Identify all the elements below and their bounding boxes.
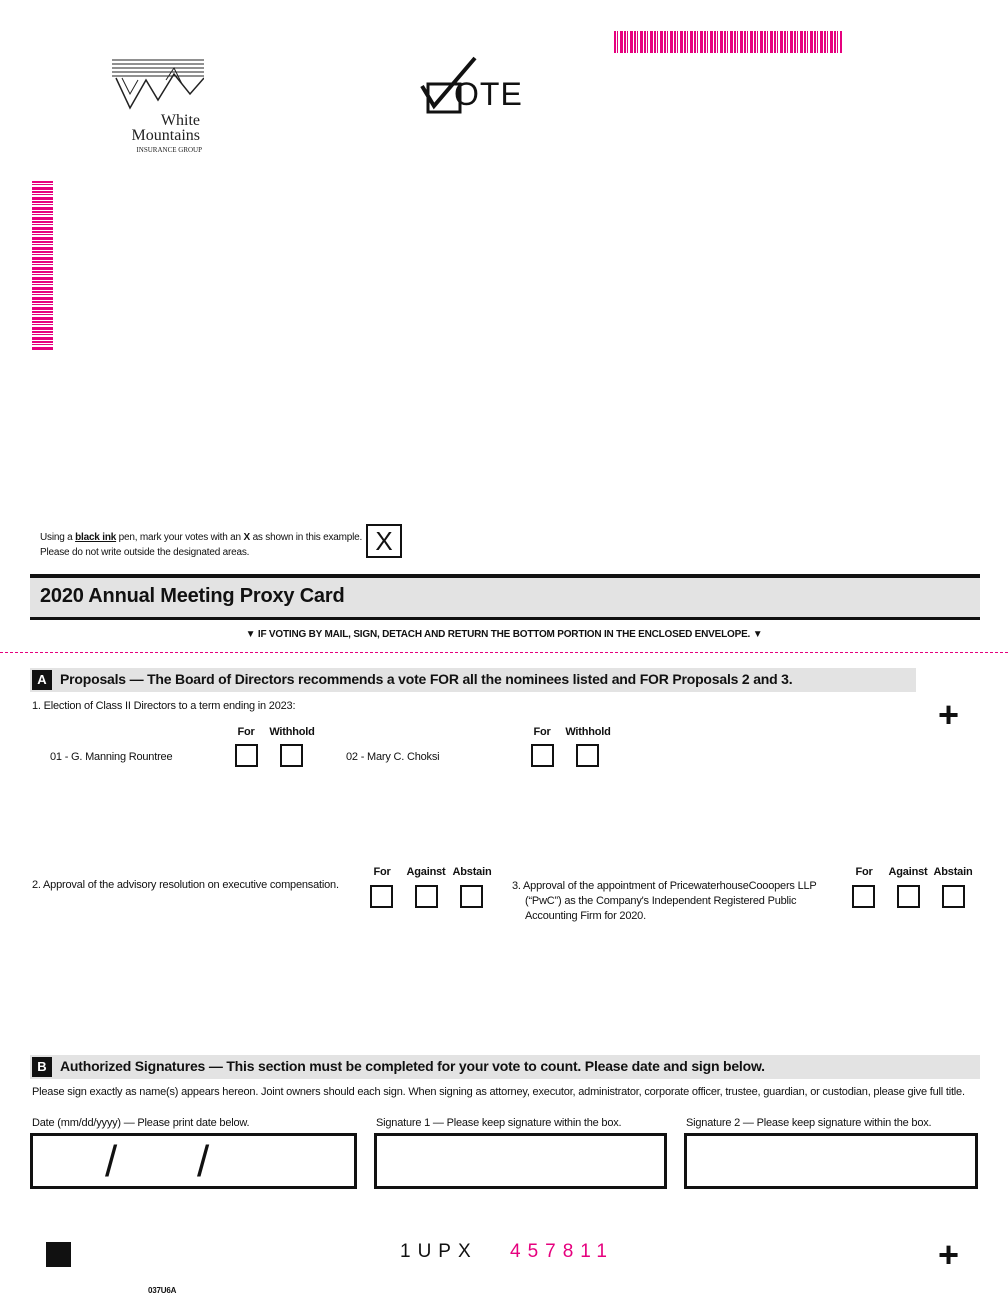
mountains-logo-icon (112, 58, 204, 114)
section-a-title: Proposals — The Board of Directors recommends a vote FOR all the nominees listed and FOR Proposals 2 and 3. (60, 671, 793, 687)
date-field[interactable] (30, 1133, 357, 1189)
nominee2-for-header: For (533, 726, 551, 738)
date-separator-1: / (105, 1137, 118, 1186)
signature1-field[interactable] (374, 1133, 667, 1189)
nominee1-name: 01 - G. Manning Rountree (50, 751, 173, 763)
nominee1-withhold-header: Withhold (269, 726, 315, 738)
barcode-top (614, 31, 842, 53)
nominee2-name: 02 - Mary C. Choksi (346, 751, 440, 763)
proposal3-for-header: For (855, 866, 873, 878)
date-separator-2: / (197, 1137, 210, 1186)
proposal2-abstain-checkbox[interactable] (460, 885, 483, 908)
logo-line1: White (160, 112, 200, 129)
marking-instructions (40, 530, 370, 560)
signature1-label: Signature 1 — Please keep signature within the box. (376, 1117, 622, 1129)
proposal2-for-checkbox[interactable] (370, 885, 393, 908)
proposal3-for-checkbox[interactable] (852, 885, 875, 908)
proposal2-against-header: Against (406, 866, 446, 878)
vote-label: OTE (454, 76, 523, 112)
signature2-label: Signature 2 — Please keep signature within the box. (686, 1117, 932, 1129)
proposal-3-line2: (“PwC”) as the Company's Independent Registered Public (525, 895, 797, 907)
example-mark-box: X (366, 524, 402, 558)
registration-plus-top: + (938, 694, 960, 735)
proposal3-abstain-header: Abstain (933, 866, 973, 878)
proposal2-abstain-header: Abstain (452, 866, 492, 878)
form-id: 037U6A (148, 1286, 177, 1295)
proposal-3-line3: Accounting Firm for 2020. (525, 910, 646, 922)
logo-line2: Mountains (131, 127, 200, 144)
footer-number: 457811 (510, 1241, 614, 1262)
proposal2-for-header: For (373, 866, 391, 878)
nominee2-for-checkbox[interactable] (531, 744, 554, 767)
triangle-down-icon: ▼ (752, 629, 763, 640)
section-b-instructions: Please sign exactly as name(s) appears hereon. Joint owners should each sign. When signing as attorney, executor, administrator, corporate officer, trustee, guardian, or custodian, please give full title. (32, 1086, 965, 1098)
registration-square (46, 1242, 71, 1267)
proposal3-against-header: Against (888, 866, 928, 878)
nominee1-for-checkbox[interactable] (235, 744, 258, 767)
instr-line2: Please do not write outside the designated areas. (40, 547, 250, 558)
nominee1-for-header: For (237, 726, 255, 738)
proposal3-against-checkbox[interactable] (897, 885, 920, 908)
instr-x: X (243, 532, 250, 543)
vote-logo (420, 56, 523, 116)
proposal-1-label: 1. Election of Class II Directors to a term ending in 2023: (32, 700, 296, 712)
logo-line3: INSURANCE GROUP (136, 146, 202, 154)
proposal2-against-checkbox[interactable] (415, 885, 438, 908)
barcode-left (32, 181, 53, 351)
section-b-title: Authorized Signatures — This section must be completed for your vote to count. Please date and sign below. (60, 1058, 765, 1074)
section-b-letter: B (32, 1057, 52, 1077)
nominee2-withhold-header: Withhold (565, 726, 611, 738)
detach-notice (0, 629, 1008, 640)
date-label: Date (mm/dd/yyyy) — Please print date below. (32, 1117, 250, 1129)
registration-plus-bottom: + (938, 1234, 960, 1275)
proposal-2-label: 2. Approval of the advisory resolution on executive compensation. (32, 879, 339, 891)
proposal3-abstain-checkbox[interactable] (942, 885, 965, 908)
proposal-3-label (512, 879, 842, 924)
card-title: 2020 Annual Meeting Proxy Card (40, 585, 345, 607)
instr-ink: black ink (75, 532, 117, 543)
triangle-down-icon: ▼ (245, 629, 256, 640)
signature2-field[interactable] (684, 1133, 978, 1189)
detach-line (0, 652, 1008, 653)
instr-pre: Using a (40, 532, 76, 543)
footer-code: 1UPX (400, 1241, 478, 1262)
proposal-3-line1: 3. Approval of the appointment of PricewaterhouseCooopers LLP (512, 880, 817, 892)
nominee1-withhold-checkbox[interactable] (280, 744, 303, 767)
nominee2-withhold-checkbox[interactable] (576, 744, 599, 767)
instr-post: as shown in this example. (249, 532, 363, 543)
detach-notice-text: IF VOTING BY MAIL, SIGN, DETACH AND RETURN THE BOTTOM PORTION IN THE ENCLOSED ENVELOPE. (257, 629, 751, 640)
section-a-letter: A (32, 670, 52, 690)
instr-mid: pen, mark your votes with an (116, 532, 244, 543)
company-logo (112, 58, 212, 158)
